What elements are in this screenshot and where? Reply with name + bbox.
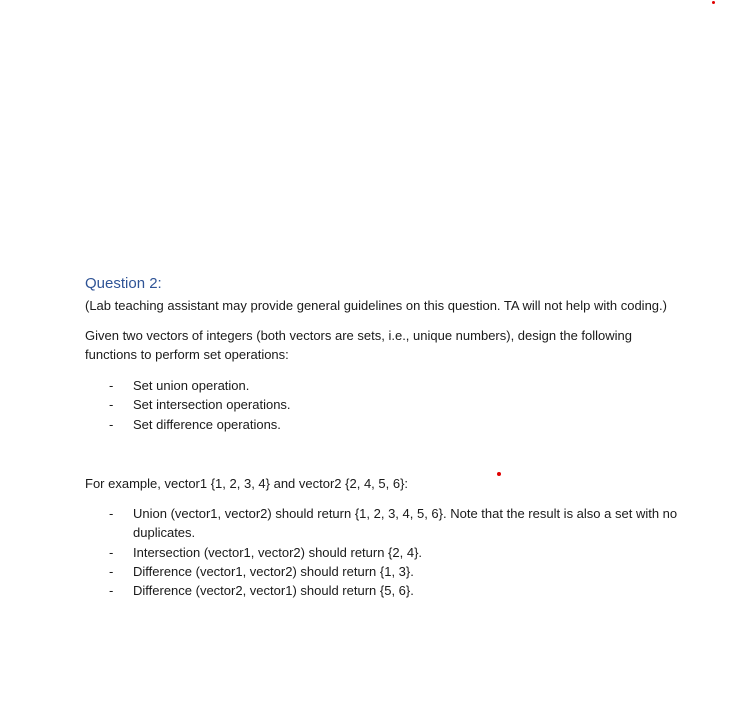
bullet-dash: - [109, 416, 114, 432]
ta-note: (Lab teaching assistant may provide general guidelines on this question. TA will not help with coding.) [85, 298, 667, 313]
bullet-dash: - [109, 378, 114, 393]
list-item-text: Union (vector1, vector2) should return {1, 2, 3, 4, 5, 6}. Note that the result is also a set with no duplicates. [133, 506, 678, 541]
list-item-text: Set difference operations. [133, 416, 281, 432]
bullet-dash: - [109, 583, 114, 599]
red-marker-dot [712, 1, 715, 4]
list-item-text: Set union operation. [133, 378, 250, 393]
bullet-dash: - [109, 563, 114, 579]
bullet-dash: - [109, 397, 114, 413]
list-item-text: Set intersection operations. [133, 397, 291, 413]
list-item [85, 562, 715, 581]
list-item [85, 543, 715, 562]
list-item [85, 415, 715, 434]
example-intro: For example, vector1 {1, 2, 3, 4} and vector2 {2, 4, 5, 6}: [85, 476, 409, 491]
operations-list [85, 376, 715, 434]
bullet-dash: - [109, 544, 114, 560]
list-item [85, 504, 715, 543]
examples-list [85, 504, 715, 600]
list-item-text: Difference (vector1, vector2) should return {1, 3}. [133, 563, 414, 579]
list-item [85, 376, 715, 395]
list-item [85, 395, 715, 414]
question-heading: Question 2: [85, 275, 162, 292]
list-item [85, 581, 715, 600]
list-item-text: Intersection (vector1, vector2) should return {2, 4}. [133, 544, 423, 560]
question-intro: Given two vectors of integers (both vectors are sets, i.e., unique numbers), design the following functions to perform set operations: [85, 328, 632, 362]
bullet-dash: - [109, 506, 114, 521]
list-item-text: Difference (vector2, vector1) should return {5, 6}. [133, 583, 414, 599]
